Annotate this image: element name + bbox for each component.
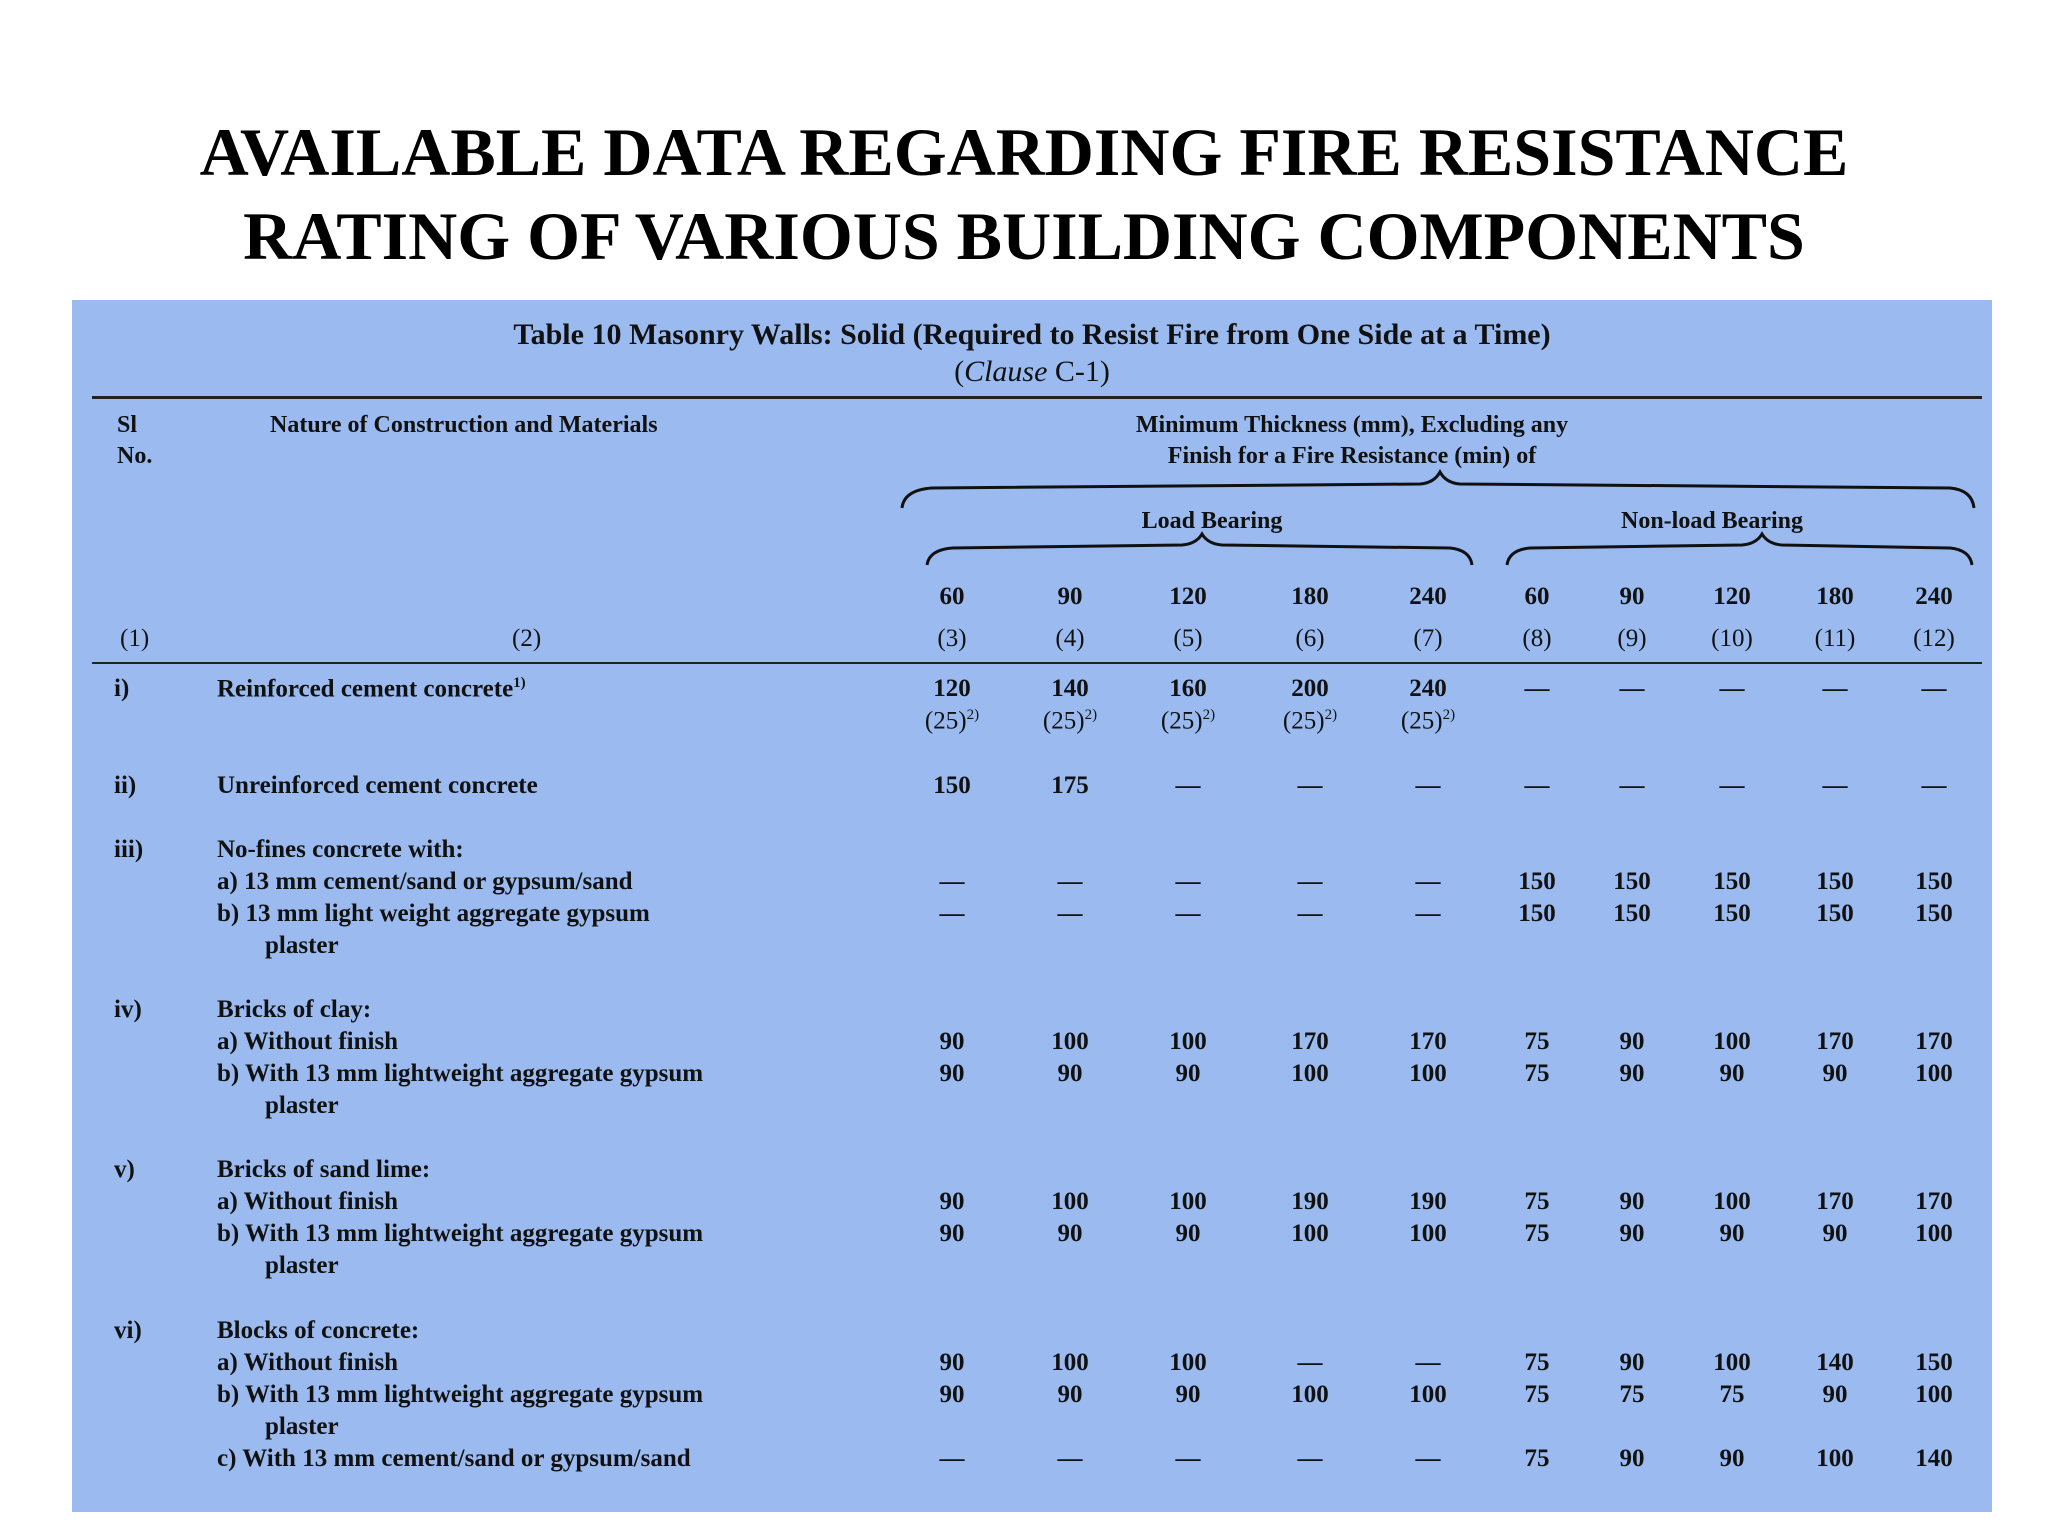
value-cell: 100 [1713,1028,1751,1055]
value-cell: 90 [939,1028,965,1055]
value-cell: 150 [1713,900,1751,927]
minutes-cell: 90 [1619,583,1645,610]
footnote-marker: 2) [1084,707,1098,723]
row-sub-a-description: a) Without finish [217,1188,399,1215]
slide-title [0,110,2048,278]
footnote-marker: 2) [1324,707,1338,723]
value-cell: 160 [1169,675,1207,702]
value-cell: — [1175,868,1201,895]
value-cell: 75 [1524,1349,1550,1376]
row-description: Blocks of concrete: [217,1317,420,1344]
header-sl-no-2: No. [117,443,153,469]
value-cell: 90 [1175,1381,1201,1408]
value-cell: — [1297,1445,1323,1472]
minutes-cell: 240 [1915,583,1953,610]
value-cell: — [1921,772,1947,799]
value-cell: 170 [1816,1028,1854,1055]
value-cell: 170 [1291,1028,1329,1055]
value-cell: 100 [1051,1188,1089,1215]
value-cell: 90 [1619,1188,1645,1215]
header-non-load-bearing: Non-load Bearing [1620,508,1803,534]
row-sub-b-description: b) With 13 mm lightweight aggregate gypsum [217,1381,704,1408]
value-cell: 120 [933,675,971,702]
minutes-cell: 60 [939,583,965,610]
clause-word: Clause [964,355,1048,388]
value-cell: — [1415,1445,1441,1472]
footnote-marker: 2) [1442,707,1456,723]
group-brace-non-load-bearing [72,300,1992,570]
row-sub-b-continuation: plaster [265,1413,339,1440]
minutes-cell: 240 [1409,583,1447,610]
value-cell: 170 [1409,1028,1447,1055]
row-sub-c-description: c) With 13 mm cement/sand or gypsum/sand [217,1445,691,1472]
value-cell: 75 [1524,1188,1550,1215]
value-cell: 75 [1524,1220,1550,1247]
row-sl-number: vi) [114,1317,142,1344]
value-cell: 100 [1169,1349,1207,1376]
row-sl-number: iv) [114,996,142,1023]
value-cell: 100 [1291,1381,1329,1408]
value-cell: 100 [1409,1060,1447,1087]
value-cell: 170 [1915,1188,1953,1215]
value-cell: — [1057,900,1083,927]
value-cell: 100 [1051,1028,1089,1055]
value-cell: 170 [1915,1028,1953,1055]
value-cell: 100 [1915,1060,1953,1087]
column-number-cell: (6) [1295,625,1325,652]
column-number-cell: (5) [1173,625,1203,652]
footnote-marker: 2) [966,707,980,723]
table-caption: Table 10 Masonry Walls: Solid (Required to Resist Fire from One Side at a Time) [513,318,1551,351]
minutes-cell: 180 [1291,583,1329,610]
value-cell: — [1822,772,1848,799]
value-cell: 200 [1291,675,1329,702]
value-cell: — [1822,675,1848,702]
value-cell: 90 [1057,1381,1083,1408]
value-cell: 150 [1915,868,1953,895]
sub-value-cell: $(25)^{2)}$ [1400,707,1456,735]
value-cell: 90 [1619,1220,1645,1247]
value-cell: — [1415,900,1441,927]
row-description: Unreinforced cement concrete [217,772,538,799]
value-cell: 100 [1409,1220,1447,1247]
value-cell: — [1719,772,1745,799]
value-cell: 150 [1613,900,1651,927]
column-number-cell: (7) [1413,625,1443,652]
value-cell: — [1297,900,1323,927]
value-cell: 150 [1816,900,1854,927]
value-cell: 75 [1524,1060,1550,1087]
column-number-cell: (4) [1055,625,1085,652]
value-cell: 100 [1051,1349,1089,1376]
value-cell: 100 [1291,1220,1329,1247]
value-cell: — [1057,1445,1083,1472]
value-cell: — [1415,868,1441,895]
column-number-cell: (3) [937,625,967,652]
column-number-cell: (10) [1711,625,1753,652]
value-cell: 90 [939,1381,965,1408]
column-number-cell: (9) [1617,625,1647,652]
column-number-cell: (2) [512,625,542,652]
value-cell: 100 [1713,1349,1751,1376]
slide-title-line-2: RATING OF VARIOUS BUILDING COMPONENTS [243,198,1805,274]
row-sub-a-description: a) Without finish [217,1028,399,1055]
value-cell: 75 [1524,1445,1550,1472]
footnote-marker: 2) [1202,707,1216,723]
value-cell: 90 [939,1349,965,1376]
footnote-marker: 1) [513,675,526,691]
value-cell: 150 [933,772,971,799]
row-sub-b-continuation: plaster [265,1252,339,1279]
value-cell: 90 [1822,1060,1848,1087]
value-cell: — [939,868,965,895]
value-cell: 140 [1816,1349,1854,1376]
value-cell: — [1524,675,1550,702]
sub-value-cell: $(25)^{2)}$ [1282,707,1338,735]
value-cell: 100 [1816,1445,1854,1472]
value-cell: 175 [1051,772,1089,799]
value-cell: — [1719,675,1745,702]
header-nature: Nature of Construction and Materials [270,412,658,438]
row-sl-number: iii) [114,836,144,863]
value-cell: — [1619,772,1645,799]
value-cell: 240 [1409,675,1447,702]
sub-value-cell: $(25)^{2)}$ [924,707,980,735]
row-description: Bricks of clay: [217,996,372,1023]
value-cell: 90 [1057,1220,1083,1247]
minutes-cell: 120 [1169,583,1207,610]
row-sl-number: ii) [114,772,137,799]
value-cell: — [1297,1349,1323,1376]
row-sub-b-description: b) With 13 mm lightweight aggregate gypsum [217,1060,704,1087]
value-cell: 90 [1822,1381,1848,1408]
value-cell: — [1175,1445,1201,1472]
value-cell: — [1524,772,1550,799]
value-cell: 150 [1518,900,1556,927]
value-cell: 75 [1524,1381,1550,1408]
value-cell: — [1297,868,1323,895]
row-sub-b-continuation: plaster [265,932,339,959]
value-cell: 100 [1409,1381,1447,1408]
value-cell: 100 [1915,1381,1953,1408]
value-cell: 90 [1175,1220,1201,1247]
value-cell: — [1921,675,1947,702]
minutes-cell: 180 [1816,583,1854,610]
value-cell: 170 [1816,1188,1854,1215]
value-cell: 90 [1057,1060,1083,1087]
value-cell: 90 [1619,1060,1645,1087]
row-description: Bricks of sand lime: [217,1156,431,1183]
value-cell: 90 [939,1220,965,1247]
value-cell: — [1175,900,1201,927]
value-cell: 100 [1915,1220,1953,1247]
value-cell: — [1057,868,1083,895]
column-number-cell: (8) [1522,625,1552,652]
value-cell: 90 [1619,1028,1645,1055]
value-cell: — [1619,675,1645,702]
row-sub-b-continuation: plaster [265,1092,339,1119]
value-cell: 75 [1524,1028,1550,1055]
row-sub-a-description: a) Without finish [217,1349,399,1376]
value-cell: 100 [1291,1060,1329,1087]
value-cell: 90 [1822,1220,1848,1247]
row-sl-number: i) [114,675,130,702]
minutes-cell: 90 [1057,583,1083,610]
value-cell: 90 [1175,1060,1201,1087]
value-cell: 140 [1051,675,1089,702]
value-cell: 150 [1816,868,1854,895]
value-cell: 100 [1169,1188,1207,1215]
minutes-cell: 60 [1524,583,1550,610]
value-cell: 90 [1619,1349,1645,1376]
clause-ref: C-1) [1047,355,1110,388]
value-cell: 150 [1518,868,1556,895]
column-number-cell: (1) [120,625,150,652]
row-sl-number: v) [114,1156,135,1183]
row-sub-b-description: b) With 13 mm lightweight aggregate gypsum [217,1220,704,1247]
header-min-thickness-2: Finish for a Fire Resistance (min) of [1167,443,1537,469]
minutes-cell: 120 [1713,583,1751,610]
value-cell: 75 [1719,1381,1745,1408]
header-load-bearing: Load Bearing [1141,508,1283,534]
row-description: No-fines concrete with: [217,836,464,863]
value-cell: — [1175,772,1201,799]
value-cell: 150 [1915,1349,1953,1376]
value-cell: 150 [1915,900,1953,927]
value-cell: 90 [1719,1220,1745,1247]
value-cell: — [1415,772,1441,799]
value-cell: 190 [1291,1188,1329,1215]
value-cell: — [939,1445,965,1472]
value-cell: 190 [1409,1188,1447,1215]
value-cell: 90 [939,1188,965,1215]
value-cell: 100 [1169,1028,1207,1055]
row-description: Reinforced cement concrete$^{1)}$ [217,675,526,703]
row-sub-a-description: a) 13 mm cement/sand or gypsum/sand [217,868,633,895]
value-cell: 100 [1713,1188,1751,1215]
header-rule [92,662,1982,664]
value-cell: — [1297,772,1323,799]
slide-title-line-1: AVAILABLE DATA REGARDING FIRE RESISTANCE [199,114,1849,190]
sub-value-cell: $(25)^{2)}$ [1160,707,1216,735]
value-cell: — [939,900,965,927]
value-cell: 90 [1719,1445,1745,1472]
value-cell: 150 [1613,868,1651,895]
row-sub-b-description: b) 13 mm light weight aggregate gypsum [217,900,650,927]
header-sl-no-1: Sl [117,412,138,438]
header-min-thickness-1: Minimum Thickness (mm), Excluding any [1135,412,1569,438]
table-image-panel [72,300,1992,1512]
column-number-cell: (11) [1814,625,1856,652]
value-cell: 75 [1619,1381,1645,1408]
sub-value-cell: $(25)^{2)}$ [1042,707,1098,735]
value-cell: 90 [939,1060,965,1087]
value-cell: — [1415,1349,1441,1376]
column-number-cell: (12) [1913,625,1955,652]
clause-prefix: ( [954,355,965,388]
value-cell: 140 [1915,1445,1953,1472]
value-cell: 90 [1719,1060,1745,1087]
value-cell: 90 [1619,1445,1645,1472]
value-cell: 150 [1713,868,1751,895]
